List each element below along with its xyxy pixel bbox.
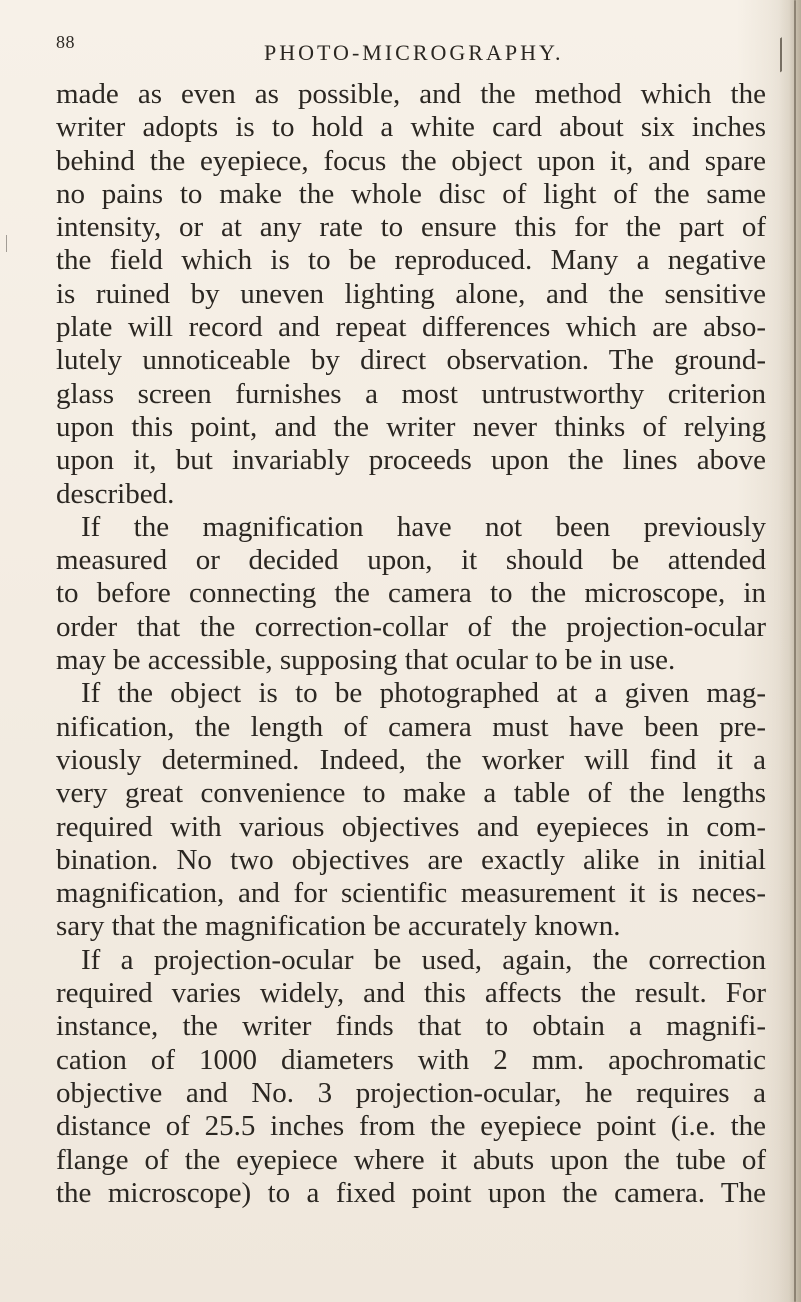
page-edge-shadow xyxy=(779,0,801,1302)
text-line-16: to before connecting the camera to the microscope, in xyxy=(56,577,766,610)
running-head: PHOTO-MICROGRAPHY. xyxy=(264,40,564,65)
text-line-21: viously determined. Indeed, the worker will find it a xyxy=(56,743,766,776)
text-line-28: required varies widely, and this affects the result. For xyxy=(56,977,766,1010)
page-header xyxy=(56,32,792,72)
text-line-31: objective and No. 3 projection-ocular, he requires a xyxy=(56,1076,766,1109)
text-line-8: plate will record and repeat differences which are abso- xyxy=(56,311,766,344)
text-line-20: nification, the length of camera must have been pre- xyxy=(56,710,766,743)
text-line-29: instance, the writer finds that to obtain a magnifi- xyxy=(56,1010,766,1043)
text-line-22: very great convenience to make a table of the lengths xyxy=(56,777,766,810)
text-line-11: upon this point, and the writer never thinks of relying xyxy=(56,410,766,443)
text-line-26: sary that the magnification be accurately known. xyxy=(56,910,621,943)
body-text xyxy=(56,78,766,1210)
text-line-13: described. xyxy=(56,477,175,510)
page-edge-line xyxy=(794,0,796,1302)
text-line-6: the field which is to be reproduced. Many a negative xyxy=(56,244,766,277)
text-line-27: If a projection-ocular be used, again, the correction xyxy=(81,943,766,976)
margin-mark xyxy=(6,235,7,252)
text-line-25: magnification, and for scientific measurement it is neces- xyxy=(56,877,766,910)
text-line-33: flange of the eyepiece where it abuts upon the tube of xyxy=(56,1143,766,1176)
text-line-32: distance of 25.5 inches from the eyepiece point (i.e. the xyxy=(56,1110,766,1143)
text-line-14: If the magnification have not been previously xyxy=(81,510,766,543)
text-line-23: required with various objectives and eyepieces in com- xyxy=(56,810,766,843)
text-line-1: made as even as possible, and the method which the xyxy=(56,78,766,110)
text-line-2: writer adopts is to hold a white card about six inches xyxy=(56,111,766,144)
text-line-5: intensity, or at any rate to ensure this for the part of xyxy=(56,211,766,244)
page-number: 88 xyxy=(56,32,75,52)
text-line-19: If the object is to be photographed at a given mag- xyxy=(81,677,766,710)
text-line-9: lutely unnoticeable by direct observation. The ground- xyxy=(56,344,766,377)
text-line-7: is ruined by uneven lighting alone, and the sensitive xyxy=(56,277,766,310)
text-line-18: may be accessible, supposing that ocular to be in use. xyxy=(56,644,676,677)
text-line-15: measured or decided upon, it should be attended xyxy=(56,544,766,577)
text-line-17: order that the correction-collar of the projection-ocular xyxy=(56,610,766,643)
text-line-24: bination. No two objectives are exactly alike in initial xyxy=(56,843,766,876)
text-line-4: no pains to make the whole disc of light of the same xyxy=(56,177,766,210)
text-line-34: the microscope) to a fixed point upon the camera. The xyxy=(56,1176,766,1209)
text-line-30: cation of 1000 diameters with 2 mm. apochromatic xyxy=(56,1043,766,1076)
text-line-10: glass screen furnishes a most untrustworthy criterion xyxy=(56,377,766,410)
text-line-12: upon it, but invariably proceeds upon the lines above xyxy=(56,444,766,477)
text-line-3: behind the eyepiece, focus the object upon it, and spare xyxy=(56,144,766,177)
